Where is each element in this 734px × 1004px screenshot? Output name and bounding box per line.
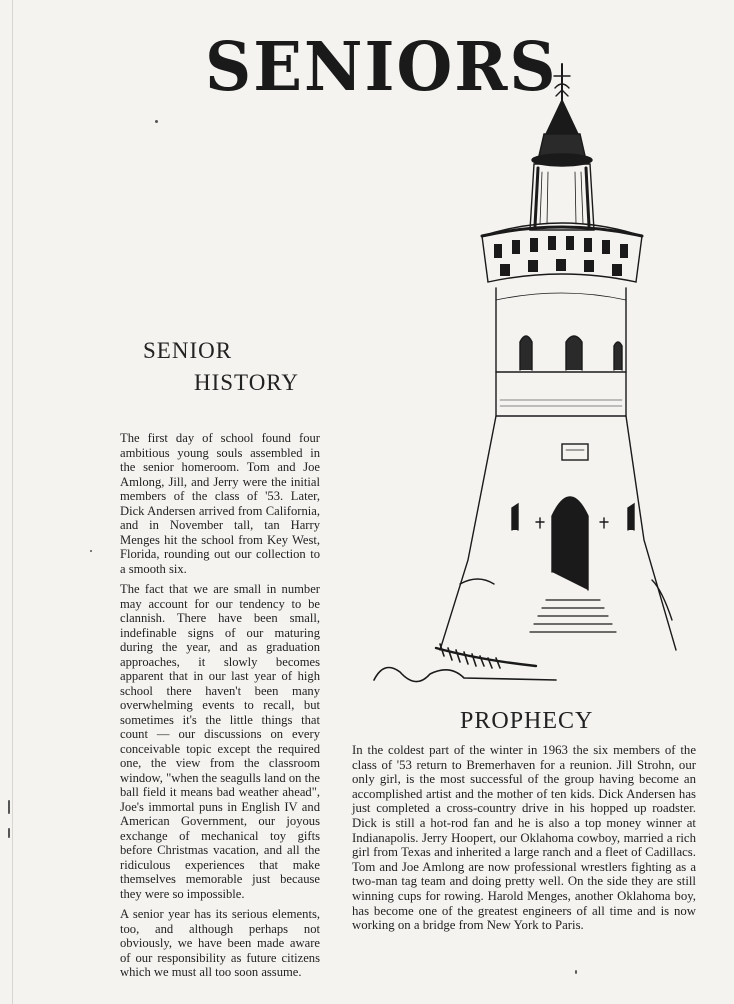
page-edge-line bbox=[12, 0, 13, 1004]
lighthouse-illustration bbox=[360, 60, 700, 700]
history-paragraph: A senior year has its serious elements, too, and although perhaps not obviously, we have been made aware of our responsibility as future citizens which we must all too soon assume. bbox=[120, 907, 320, 979]
print-speck bbox=[8, 800, 10, 814]
history-paragraph: The fact that we are small in number may account for our tendency to be clannish. There have been small, indefinable signs of our maturing during the year, and as graduation approaches, it slowly becomes apparent that in our last year of high school there haven't been many overwhelming events to recall, but sometimes it's the little things that count — our discussions on every conceivable topic except the required one, the view from the classroom window, "when the seagulls land on the ball field it means bad weather ahead", Joe's immortal puns in English IV and American Government, our joyous exchange of mechanical toy gifts before Christmas vacation, and all the ridiculous experiences that make themselves memorable just because they were so impossible. bbox=[120, 582, 320, 901]
prophecy-heading: PROPHECY bbox=[460, 708, 594, 734]
print-speck bbox=[90, 550, 92, 552]
print-speck bbox=[155, 120, 158, 123]
prophecy-paragraph: In the coldest part of the winter in 1963 the six members of the class of '53 return to Bremerhaven for a reunion. Jill Strohn, our only girl, is the most successful of the group having become an accomplished artist and the mother of ten kids. Dick Andersen has just completed a cross-country drive in his hopped up roadster. Dick is still a hot-rod fan and he is also a top money winner at Indianapolis. Jerry Hoopert, our Oklahoma cowboy, married a rich girl from Texas and inherited a large ranch and a fleet of Cadillacs. Tom and Joe Amlong are now professional wrestlers fighting as a two-man tag team and doing pretty well. On the side they are still winning cups for rowing. Harold Menges, another Oklahoma boy, has become one of the greatest engineers of all time and is now working on a bridge from New York to Paris. bbox=[352, 743, 696, 933]
print-speck bbox=[575, 970, 577, 974]
print-speck bbox=[8, 828, 10, 838]
prophecy-text bbox=[352, 743, 696, 939]
history-heading-line1: SENIOR bbox=[143, 338, 233, 363]
history-paragraph: The first day of school found four ambitious young souls assembled in the senior homeroom. Tom and Joe Amlong, Jill, and Jerry were the initial members of the class of '53. Later, Dick Andersen arrived from California, and in November tall, tan Harry Menges hit the school from Key West, Florida, rounding out our collection to a smooth six. bbox=[120, 431, 320, 576]
masthead-title: SENIORS bbox=[205, 28, 558, 107]
senior-history-text bbox=[120, 431, 320, 986]
history-heading-line2: HISTORY bbox=[194, 370, 299, 395]
